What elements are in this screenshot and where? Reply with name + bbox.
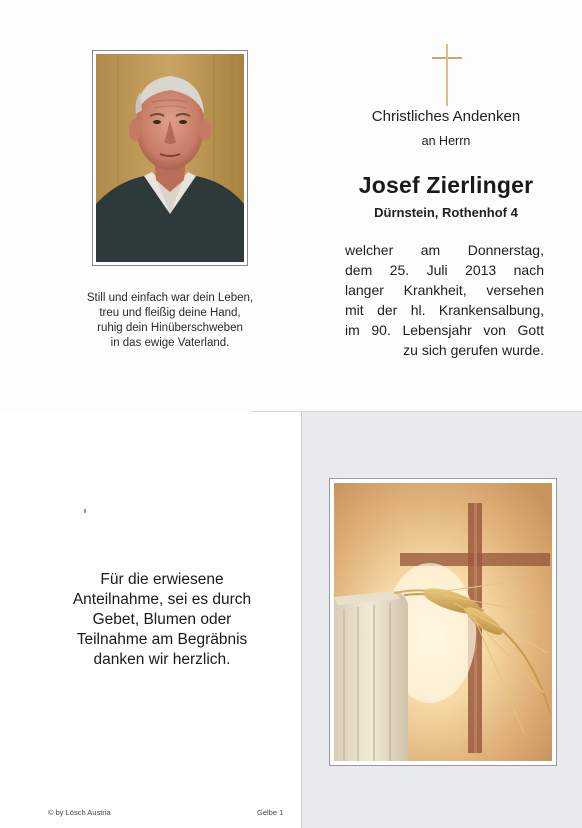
thanks-line: Gebet, Blumen oder [92,611,232,628]
thanks-line: Für die erwiesene [100,571,224,588]
cross-icon [430,42,464,108]
poem-line: ruhig dein Hinüberschweben [97,322,243,334]
thank-you-text [62,570,262,670]
thanks-line: danken wir herzlich. [93,651,231,668]
deceased-name: Josef Zierlinger [358,172,534,198]
portrait-photo [92,50,248,266]
card-heading: Christliches Andenken [371,108,521,125]
religious-photo [329,478,557,766]
death-notice-line: mit der hl. Krankensalbung, [345,302,544,318]
death-notice-line: welcher am Donnerstag, [345,242,544,258]
thanks-line: Anteilnahme, sei es durch [72,591,252,608]
death-notice-line: langer Krankheit, versehen [345,282,544,298]
death-notice-line: zu sich gerufen wurde. [403,342,544,358]
print-speck [84,509,86,513]
death-notice-line: im 90. Lebensjahr von Gott [345,322,544,338]
footer-copyright: © by Lösch Austria [48,808,111,817]
fold-line-vertical [301,412,302,828]
fold-line-horizontal [250,411,582,412]
poem-line: Still und einfach war dein Leben, [86,292,254,304]
footer-code: Gelbe 1 [257,808,284,817]
poem-line: in das ewige Vaterland. [110,337,230,349]
death-notice-text [345,240,544,360]
cross-bible-wheat-image [334,483,552,761]
portrait-image [96,54,244,262]
thanks-line: Teilnahme am Begräbnis [76,631,248,648]
memorial-poem [60,291,280,351]
deceased-address: Dürnstein, Rothenhof 4 [374,205,518,220]
card-subheading: an Herrn [421,134,471,148]
poem-line: treu und fleißig deine Hand, [99,307,241,319]
death-notice-line: dem 25. Juli 2013 nach [345,262,544,278]
